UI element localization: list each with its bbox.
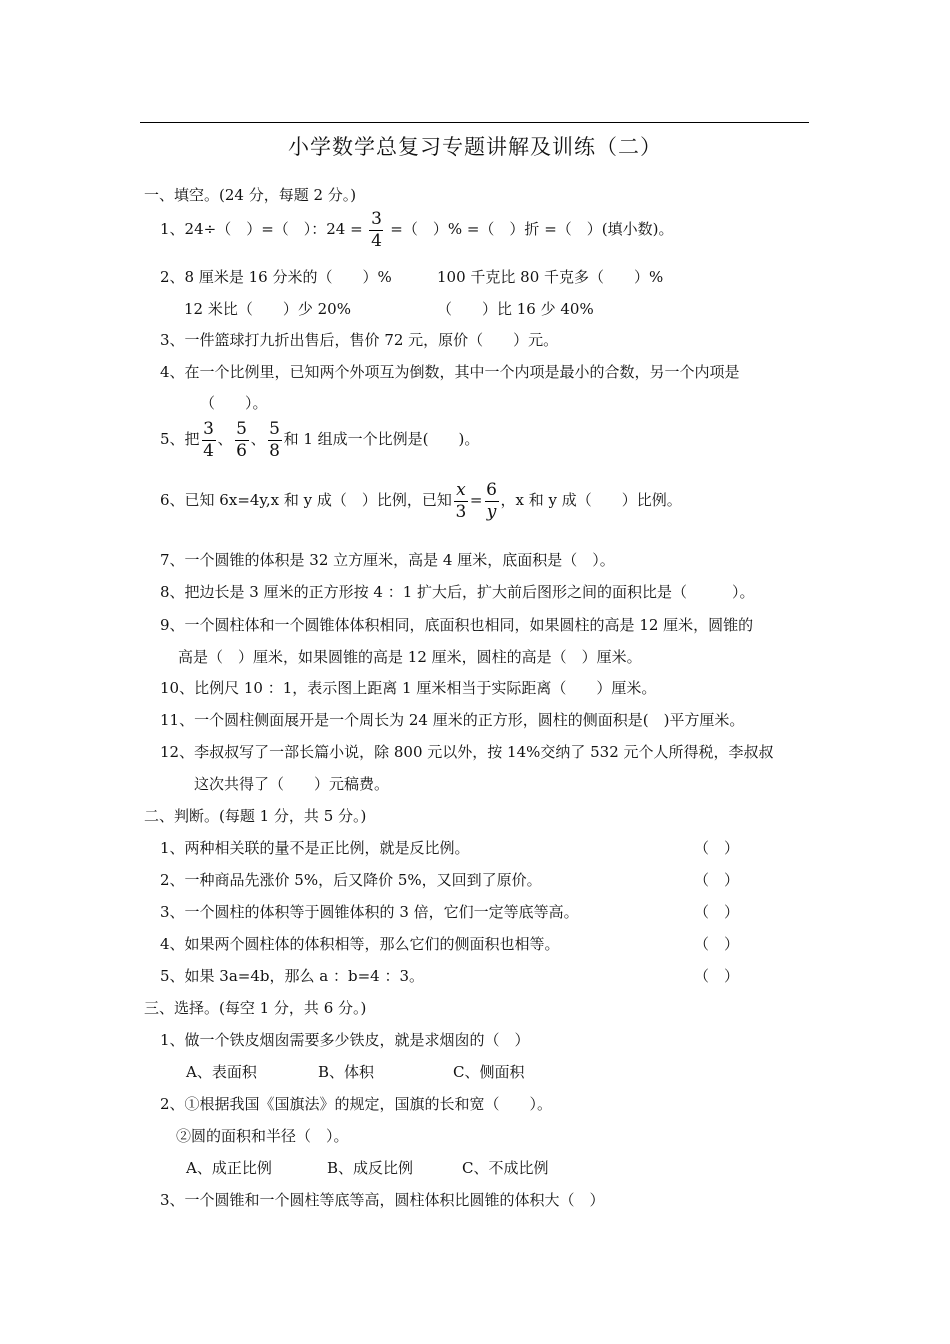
question-1-4b: （ ）。 [200, 394, 268, 412]
judge-item: 4、如果两个圆柱体的体积相等，那么它们的侧面积也相等。 [160, 935, 560, 953]
q6-text-b: ，x 和 y 成（ ）比例。 [500, 491, 682, 509]
question-1-1 [160, 206, 673, 252]
option-c: C、侧面积 [453, 1063, 525, 1081]
numerator: 3 [371, 208, 382, 229]
numerator: 6 [486, 479, 497, 500]
numerator: x [456, 479, 466, 500]
section-1-header: 一、填空。(24 分，每题 2 分。) [144, 186, 357, 204]
judge-item: 3、一个圆柱的体积等于圆锥体积的 3 倍，它们一定等底等高。 [160, 903, 579, 921]
choice-question-2b: ②圆的面积和半径（ ）。 [176, 1127, 349, 1145]
answer-blank: （ ） [694, 839, 740, 857]
numerator: 5 [269, 418, 280, 439]
choice-question-3: 3、一个圆锥和一个圆柱等底等高，圆柱体积比圆锥的体积大（ ） [160, 1191, 605, 1209]
denominator: 4 [203, 440, 214, 461]
judge-item: 5、如果 3a=4b，那么 a ：b=4 ：3。 [160, 967, 425, 985]
denominator: y [486, 501, 497, 522]
question-1-2d: （ ）比 16 少 40% [437, 300, 594, 318]
question-1-2b: 100 千克比 80 千克多（ ）% [437, 268, 664, 286]
fraction-3-4 [202, 418, 216, 461]
denominator: 6 [236, 440, 247, 461]
answer-blank: （ ） [694, 967, 740, 985]
question-1-9a: 9、一个圆柱体和一个圆锥体体积相同，底面积也相同，如果圆柱的高是 12 厘米，圆锥的 [160, 616, 754, 634]
page-title: 小学数学总复习专题讲解及训练（二） [288, 135, 662, 159]
q1-text-a: 1、24÷（ ）=（ ）：24 = [160, 220, 363, 238]
question-1-11: 11、一个圆柱侧面展开是一个周长为 24 厘米的正方形，圆柱的侧面积是( )平方厘米。 [160, 711, 745, 729]
question-1-5 [160, 416, 479, 462]
q1-text-b: =（ ）% =（ ）折 =（ ）(填小数)。 [390, 220, 674, 238]
denominator: 4 [371, 230, 382, 251]
numerator: 5 [236, 418, 247, 439]
question-1-7: 7、一个圆锥的体积是 32 立方厘米，高是 4 厘米，底面积是（ ）。 [160, 551, 615, 569]
question-1-9b: 高是（ ）厘米，如果圆锥的高是 12 厘米，圆柱的高是（ ）厘米。 [178, 648, 642, 666]
choice-question-2a: 2、①根据我国《国旗法》的规定，国旗的长和宽（ ）。 [160, 1095, 553, 1113]
question-1-8: 8、把边长是 3 厘米的正方形按 4 ：1 扩大后，扩大前后图形之间的面积比是（ ）。 [160, 583, 755, 601]
equals-sign: = [469, 491, 483, 509]
fraction-3-4 [369, 208, 383, 251]
question-1-4a: 4、在一个比例里，已知两个外项互为倒数，其中一个内项是最小的合数，另一个内项是 [160, 363, 740, 381]
judge-item: 2、一种商品先涨价 5%，后又降价 5%，又回到了原价。 [160, 871, 542, 889]
fraction-5-6 [235, 418, 249, 461]
option-b: B、成反比例 [327, 1159, 414, 1177]
denominator: 8 [269, 440, 280, 461]
question-1-10: 10、比例尺 10 ：1，表示图上距离 1 厘米相当于实际距离（ ）厘米。 [160, 679, 657, 697]
question-1-12b: 这次共得了（ ）元稿费。 [194, 775, 390, 793]
separator: 、 [250, 430, 266, 448]
q6-text-a: 6、已知 6x=4y,x 和 y 成（ ）比例，已知 [160, 491, 452, 509]
q5-text-b: 和 1 组成一个比例是( )。 [283, 430, 480, 448]
option-b: B、体积 [318, 1063, 375, 1081]
section-3-header: 三、选择。(每空 1 分，共 6 分。) [144, 999, 367, 1017]
answer-blank: （ ） [694, 871, 740, 889]
top-rule [140, 122, 809, 123]
separator: 、 [217, 430, 233, 448]
choice-question-1: 1、做一个铁皮烟囱需要多少铁皮，就是求烟囱的（ ） [160, 1031, 530, 1049]
question-1-12a: 12、李叔叔写了一部长篇小说，除 800 元以外，按 14%交纳了 532 元个人所得税，李叔叔 [160, 743, 774, 761]
fraction-x-3 [454, 479, 468, 522]
fraction-6-y [485, 479, 499, 522]
denominator: 3 [455, 501, 467, 522]
question-1-3: 3、一件篮球打九折出售后，售价 72 元，原价（ ）元。 [160, 331, 559, 349]
judge-item: 1、两种相关联的量不是正比例，就是反比例。 [160, 839, 470, 857]
fraction-5-8 [268, 418, 282, 461]
question-1-6 [160, 477, 682, 523]
option-a: A、表面积 [186, 1063, 257, 1081]
numerator: 3 [203, 418, 214, 439]
option-a: A、成正比例 [186, 1159, 272, 1177]
q5-text-a: 5、把 [160, 430, 200, 448]
answer-blank: （ ） [694, 903, 740, 921]
question-1-2a: 2、8 厘米是 16 分米的（ ）% [160, 268, 392, 286]
question-1-2c: 12 米比（ ）少 20% [184, 300, 351, 318]
section-2-header: 二、判断。(每题 1 分，共 5 分。) [144, 807, 367, 825]
option-c: C、不成比例 [462, 1159, 549, 1177]
answer-blank: （ ） [694, 935, 740, 953]
